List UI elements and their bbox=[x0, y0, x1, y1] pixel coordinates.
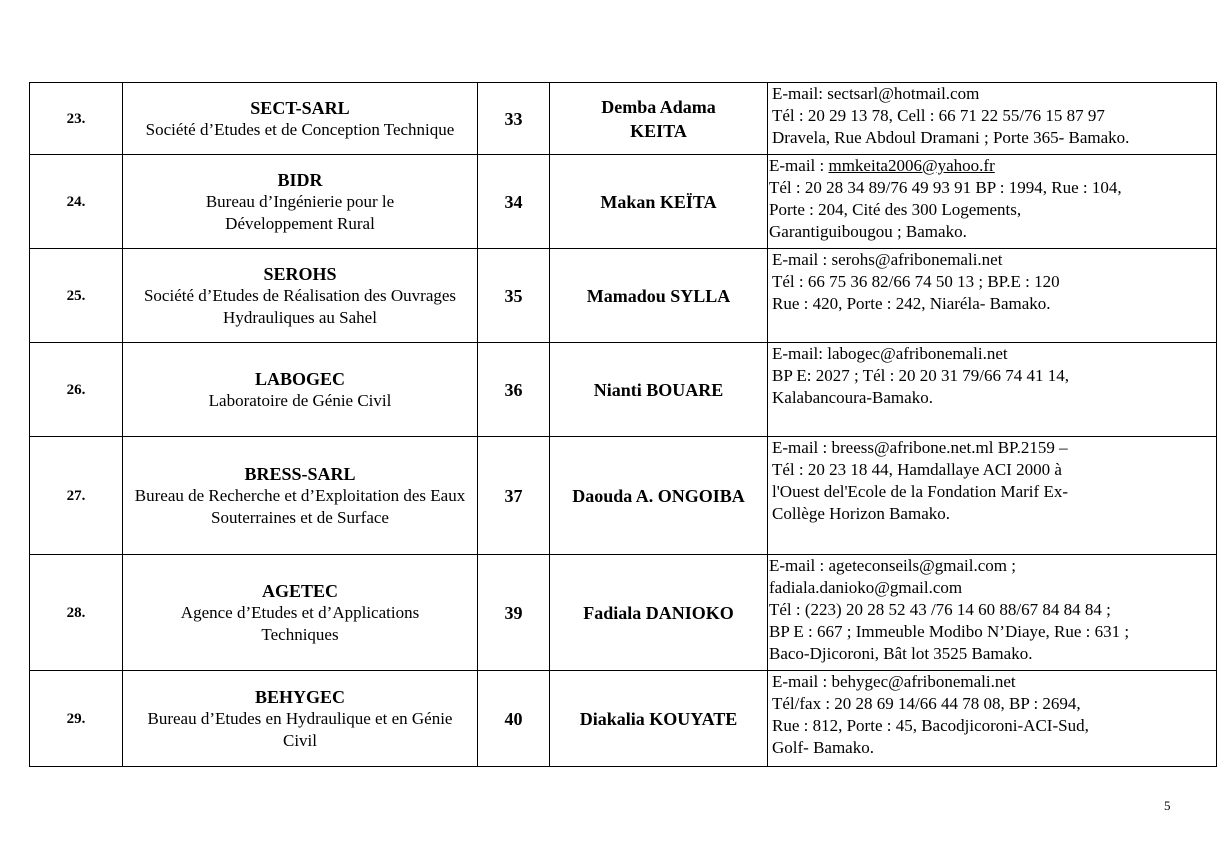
row-number: 27. bbox=[30, 437, 123, 555]
organization-acronym: SEROHS bbox=[263, 263, 337, 284]
contact-line: Tél : 20 29 13 78, Cell : 66 71 22 55/76 15 87 97 bbox=[772, 106, 1105, 125]
contact-line: Kalabancoura-Bamako. bbox=[772, 388, 933, 407]
row-number: 24. bbox=[30, 155, 123, 249]
contact-line: Tél : (223) 20 28 52 43 /76 14 60 88/67 84 84 84 ; bbox=[769, 600, 1111, 619]
contact-line: fadiala.danioko@gmail.com bbox=[769, 578, 963, 597]
row-number: 23. bbox=[30, 83, 123, 155]
organization-name: Bureau d’Etudes en Hydraulique et en Génie Civil bbox=[147, 708, 453, 750]
contact-line: Tél : 20 23 18 44, Hamdallaye ACI 2000 à bbox=[772, 460, 1062, 479]
table-row bbox=[30, 249, 1217, 343]
contact-person: Diakalia KOUYATE bbox=[550, 671, 768, 767]
organization-cell bbox=[123, 437, 478, 555]
organization-acronym: SECT-SARL bbox=[250, 97, 350, 118]
organization-name: Société d’Etudes de Réalisation des Ouvrages Hydrauliques au Sahel bbox=[143, 285, 457, 327]
contact-details bbox=[768, 155, 1217, 249]
contact-line: Tél : 66 75 36 82/66 74 50 13 ; BP.E : 120 bbox=[772, 272, 1060, 291]
contact-line: E-mail : breess@afribone.net.ml BP.2159 – bbox=[772, 438, 1068, 457]
organization-acronym: BIDR bbox=[277, 169, 323, 190]
contact-line: Rue : 420, Porte : 242, Niaréla- Bamako. bbox=[772, 294, 1051, 313]
contact-details bbox=[768, 343, 1217, 437]
row-number: 26. bbox=[30, 343, 123, 437]
organization-cell bbox=[123, 671, 478, 767]
contact-line: Tél : 20 28 34 89/76 49 93 91 BP : 1994, Rue : 104, bbox=[769, 178, 1122, 197]
organization-acronym: BRESS-SARL bbox=[244, 463, 356, 484]
code-number: 33 bbox=[478, 83, 550, 155]
contact-person: Mamadou SYLLA bbox=[550, 249, 768, 343]
contact-line: E-mail : ageteconseils@gmail.com ; bbox=[769, 556, 1016, 575]
contact-line: Dravela, Rue Abdoul Dramani ; Porte 365- Bamako. bbox=[772, 128, 1130, 147]
organization-name: Bureau de Recherche et d’Exploitation des Eaux Souterraines et de Surface bbox=[134, 485, 466, 527]
row-number: 28. bbox=[30, 555, 123, 671]
contact-line: E-mail: labogec@afribonemali.net bbox=[772, 344, 1008, 363]
row-number: 25. bbox=[30, 249, 123, 343]
organization-name: Laboratoire de Génie Civil bbox=[208, 390, 392, 410]
contact-details bbox=[768, 83, 1217, 155]
table-row bbox=[30, 437, 1217, 555]
contact-line: l'Ouest del'Ecole de la Fondation Marif Ex- bbox=[772, 482, 1068, 501]
contact-details bbox=[768, 671, 1217, 767]
contact-line: E-mail : behygec@afribonemali.net bbox=[772, 672, 1016, 691]
contact-line: Porte : 204, Cité des 300 Logements, bbox=[769, 200, 1022, 219]
organization-acronym: LABOGEC bbox=[254, 368, 346, 389]
organization-acronym: BEHYGEC bbox=[254, 686, 346, 707]
contact-details bbox=[768, 437, 1217, 555]
row-number: 29. bbox=[30, 671, 123, 767]
contact-person: Demba Adama KEITA bbox=[550, 83, 768, 155]
contact-line: Baco-Djicoroni, Bât lot 3525 Bamako. bbox=[769, 644, 1033, 663]
email-label: E-mail : bbox=[769, 156, 829, 175]
organization-cell bbox=[123, 343, 478, 437]
organization-name: Bureau d’Ingénierie pour le Développement Rural bbox=[205, 191, 395, 233]
organization-cell bbox=[123, 155, 478, 249]
contact-line: E-mail: sectsarl@hotmail.com bbox=[772, 84, 980, 103]
contact-line: Rue : 812, Porte : 45, Bacodjicoroni-ACI-Sud, bbox=[772, 716, 1089, 735]
table-row bbox=[30, 83, 1217, 155]
code-number: 37 bbox=[478, 437, 550, 555]
page-number: 5 bbox=[1164, 798, 1171, 813]
code-number: 36 bbox=[478, 343, 550, 437]
organization-name: Société d’Etudes et de Conception Technique bbox=[145, 119, 455, 139]
organization-cell bbox=[123, 83, 478, 155]
organization-cell bbox=[123, 249, 478, 343]
organization-acronym: AGETEC bbox=[261, 580, 339, 601]
organization-cell bbox=[123, 555, 478, 671]
code-number: 39 bbox=[478, 555, 550, 671]
code-number: 34 bbox=[478, 155, 550, 249]
table-row bbox=[30, 343, 1217, 437]
contact-line: Garantiguibougou ; Bamako. bbox=[769, 222, 967, 241]
contact-details bbox=[768, 555, 1217, 671]
contact-line: Collège Horizon Bamako. bbox=[772, 504, 950, 523]
table-row bbox=[30, 155, 1217, 249]
contact-line: BP E : 667 ; Immeuble Modibo N’Diaye, Rue : 631 ; bbox=[769, 622, 1130, 641]
code-number: 35 bbox=[478, 249, 550, 343]
contact-person: Fadiala DANIOKO bbox=[550, 555, 768, 671]
contact-line bbox=[769, 155, 1214, 177]
contact-line: BP E: 2027 ; Tél : 20 20 31 79/66 74 41 14, bbox=[772, 366, 1070, 385]
code-number: 40 bbox=[478, 671, 550, 767]
contact-line: Tél/fax : 20 28 69 14/66 44 78 08, BP : 2694, bbox=[772, 694, 1081, 713]
directory-table bbox=[29, 82, 1217, 767]
email-link[interactable]: mmkeita2006@yahoo.fr bbox=[828, 156, 995, 175]
table-row bbox=[30, 671, 1217, 767]
contact-person: Nianti BOUARE bbox=[550, 343, 768, 437]
contact-line: Golf- Bamako. bbox=[772, 738, 874, 757]
organization-name: Agence d’Etudes et d’Applications Techniques bbox=[180, 602, 420, 644]
contact-person: Makan KEÏTA bbox=[550, 155, 768, 249]
contact-details bbox=[768, 249, 1217, 343]
contact-line: E-mail : serohs@afribonemali.net bbox=[772, 250, 1003, 269]
table-row bbox=[30, 555, 1217, 671]
contact-person: Daouda A. ONGOIBA bbox=[550, 437, 768, 555]
